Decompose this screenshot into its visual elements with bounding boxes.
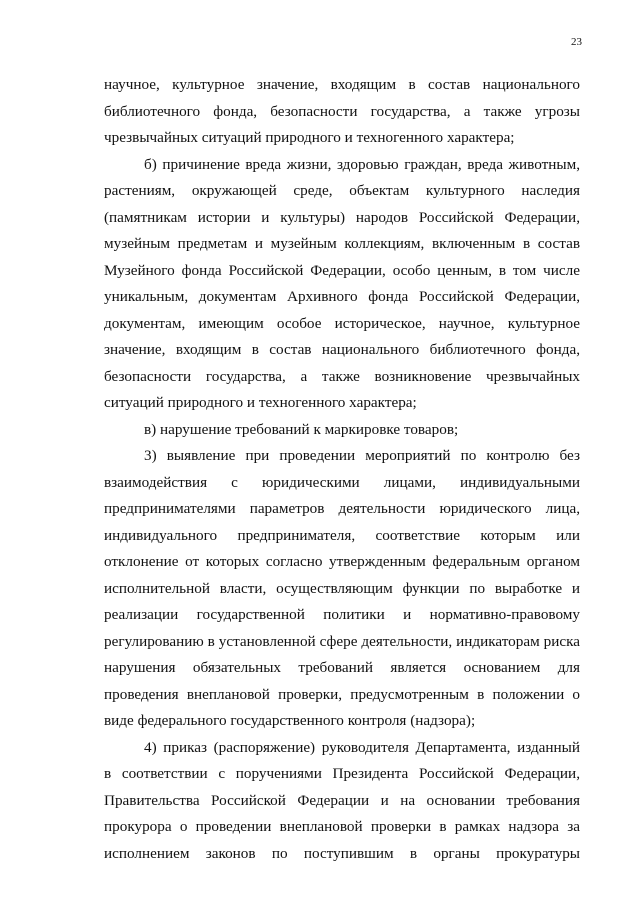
text-line: проведения внеплановой проверки, предусмотренным в положении о — [104, 685, 580, 703]
text-line: в) нарушение требований к маркировке товаров; — [144, 420, 459, 438]
text-line: реализации государственной политики и нормативно-правовому — [104, 606, 580, 623]
text-line: безопасности государства, а также возникновение чрезвычайных — [104, 367, 580, 385]
text-line: Правительства Российской Федерации и на основании требования — [104, 791, 580, 809]
text-line: взаимодействия с юридическими лицами, индивидуальными — [104, 473, 580, 491]
text-line: уникальным, документам Архивного фонда Российской Федерации, — [104, 288, 580, 305]
text-line: предпринимателями параметров деятельности юридического лица, — [104, 500, 580, 517]
text-line: растениям, окружающей среде, объектам культурного наследия — [104, 182, 580, 199]
text-line: отклонение от которых согласно утвержденным федеральным органом — [104, 553, 580, 570]
text-line: научное, культурное значение, входящим в состав национального — [104, 76, 580, 93]
text-line: в соответствии с поручениями Президента Российской Федерации, — [104, 765, 580, 782]
text-line: Музейного фонда Российской Федерации, особо ценным, в том числе — [104, 261, 580, 279]
text-line: 3) выявление при проведении мероприятий по контролю без — [144, 447, 580, 464]
text-line: 4) приказ (распоряжение) руководителя Департамента, изданный — [144, 738, 580, 756]
text-line: значение, входящим в состав национального библиотечного фонда, — [104, 341, 580, 358]
text-line: нарушения обязательных требований является основанием для — [104, 659, 580, 676]
text-line: музейным предметам и музейным коллекциям, включенным в состав — [104, 235, 580, 252]
document-body — [104, 72, 580, 867]
text-line: библиотечного фонда, безопасности государства, а также угрозы — [104, 102, 580, 120]
text-line: прокурора о проведении внеплановой проверки в рамках надзора за — [104, 818, 580, 835]
text-line: индивидуального предпринимателя, соответствие которым или — [104, 526, 580, 544]
text-line: чрезвычайных ситуаций природного и техногенного характера; — [104, 129, 515, 146]
text-line: (памятникам истории и культуры) народов Российской Федерации, — [104, 208, 580, 226]
text-line: регулированию в установленной сфере деятельности, индикаторам риска — [104, 632, 580, 650]
text-line: б) причинение вреда жизни, здоровью граждан, вреда животным, — [144, 155, 580, 173]
text-line: исполнительной власти, осуществляющим функции по выработке и — [104, 579, 580, 597]
text-line: ситуаций природного и техногенного характера; — [104, 394, 417, 411]
text-line: виде федерального государственного контроля (надзора); — [104, 712, 476, 729]
page-number: 23 — [571, 36, 582, 48]
text-line: документам, имеющим особое историческое, научное, культурное — [104, 314, 580, 332]
text-line: исполнением законов по поступившим в органы прокуратуры — [104, 844, 580, 862]
